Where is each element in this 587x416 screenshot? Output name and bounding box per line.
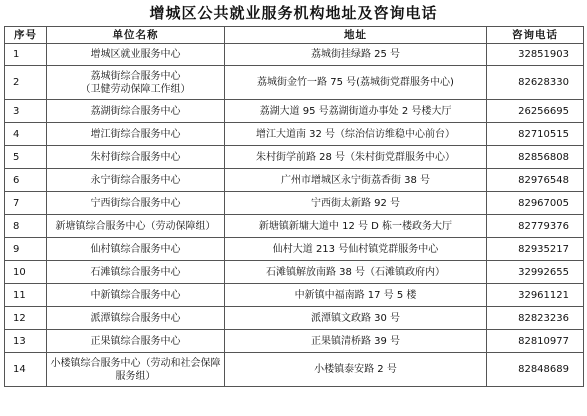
- header-no: 序号: [5, 27, 47, 44]
- table-row: [5, 123, 584, 146]
- table-body: [5, 44, 584, 387]
- row-number: 6: [5, 169, 47, 192]
- table-row: [5, 330, 584, 353]
- phone-number: 82810977: [487, 330, 584, 353]
- address: 荔城街挂绿路 25 号: [225, 44, 487, 66]
- address: 宁西街太新路 92 号: [225, 192, 487, 215]
- table-row: [5, 284, 584, 307]
- row-number: 14: [5, 353, 47, 387]
- table-row: [5, 146, 584, 169]
- unit-name: 派潭镇综合服务中心: [47, 307, 225, 330]
- phone-number: 82967005: [487, 192, 584, 215]
- row-number: 4: [5, 123, 47, 146]
- row-number: 7: [5, 192, 47, 215]
- phone-number: 82976548: [487, 169, 584, 192]
- address: 小楼镇泰安路 2 号: [225, 353, 487, 387]
- unit-name: 石滩镇综合服务中心: [47, 261, 225, 284]
- phone-number: 82935217: [487, 238, 584, 261]
- header-name: 单位名称: [47, 27, 225, 44]
- address: 正果镇清桥路 39 号: [225, 330, 487, 353]
- address: 荔湖大道 95 号荔湖街道办事处 2 号楼大厅: [225, 100, 487, 123]
- header-address: 地址: [225, 27, 487, 44]
- header-phone: 咨询电话: [487, 27, 584, 44]
- table-row: [5, 353, 584, 387]
- unit-name: 增城区就业服务中心: [47, 44, 225, 66]
- table-row: [5, 215, 584, 238]
- row-number: 9: [5, 238, 47, 261]
- row-number: 10: [5, 261, 47, 284]
- unit-name: 仙村镇综合服务中心: [47, 238, 225, 261]
- table-row: [5, 307, 584, 330]
- unit-name: 永宁街综合服务中心: [47, 169, 225, 192]
- table-header-row: [5, 27, 584, 44]
- unit-name: 正果镇综合服务中心: [47, 330, 225, 353]
- phone-number: 82628330: [487, 66, 584, 100]
- row-number: 8: [5, 215, 47, 238]
- row-number: 12: [5, 307, 47, 330]
- table-row: [5, 100, 584, 123]
- address: 广州市增城区永宁街荔香街 38 号: [225, 169, 487, 192]
- row-number: 1: [5, 44, 47, 66]
- unit-name: 朱村街综合服务中心: [47, 146, 225, 169]
- row-number: 3: [5, 100, 47, 123]
- address: 增江大道南 32 号（综治信访维稳中心前台）: [225, 123, 487, 146]
- unit-name: 宁西街综合服务中心: [47, 192, 225, 215]
- address: 荔城街金竹一路 75 号(荔城街党群服务中心): [225, 66, 487, 100]
- address: 派潭镇文政路 30 号: [225, 307, 487, 330]
- address: 新塘镇新墉大道中 12 号 D 栋一楼政务大厅: [225, 215, 487, 238]
- unit-name: 荔城街综合服务中心 （卫健劳动保障工作组）: [47, 66, 225, 100]
- address: 中新镇中福南路 17 号 5 楼: [225, 284, 487, 307]
- table-row: [5, 261, 584, 284]
- table-row: [5, 44, 584, 66]
- row-number: 13: [5, 330, 47, 353]
- phone-number: 32851903: [487, 44, 584, 66]
- unit-name: 增江街综合服务中心: [47, 123, 225, 146]
- row-number: 11: [5, 284, 47, 307]
- phone-number: 82710515: [487, 123, 584, 146]
- table-row: [5, 238, 584, 261]
- address: 石滩镇解放南路 38 号（石滩镇政府内）: [225, 261, 487, 284]
- phone-number: 32992655: [487, 261, 584, 284]
- table-row: [5, 192, 584, 215]
- unit-name: 荔湖街综合服务中心: [47, 100, 225, 123]
- unit-name: 中新镇综合服务中心: [47, 284, 225, 307]
- document-title: 增城区公共就业服务机构地址及咨询电话: [149, 4, 438, 22]
- row-number: 2: [5, 66, 47, 100]
- phone-number: 32961121: [487, 284, 584, 307]
- address: 朱村街学前路 28 号（朱村街党群服务中心）: [225, 146, 487, 169]
- phone-number: 82856808: [487, 146, 584, 169]
- address: 仙村大道 213 号仙村镇党群服务中心: [225, 238, 487, 261]
- phone-number: 26256695: [487, 100, 584, 123]
- table-row: [5, 66, 584, 100]
- phone-number: 82848689: [487, 353, 584, 387]
- unit-name: 小楼镇综合服务中心（劳动和社会保障 服务组）: [47, 353, 225, 387]
- unit-name: 新塘镇综合服务中心（劳动保障组）: [47, 215, 225, 238]
- phone-number: 82823236: [487, 307, 584, 330]
- row-number: 5: [5, 146, 47, 169]
- service-directory-table: [4, 26, 584, 387]
- table-row: [5, 169, 584, 192]
- phone-number: 82779376: [487, 215, 584, 238]
